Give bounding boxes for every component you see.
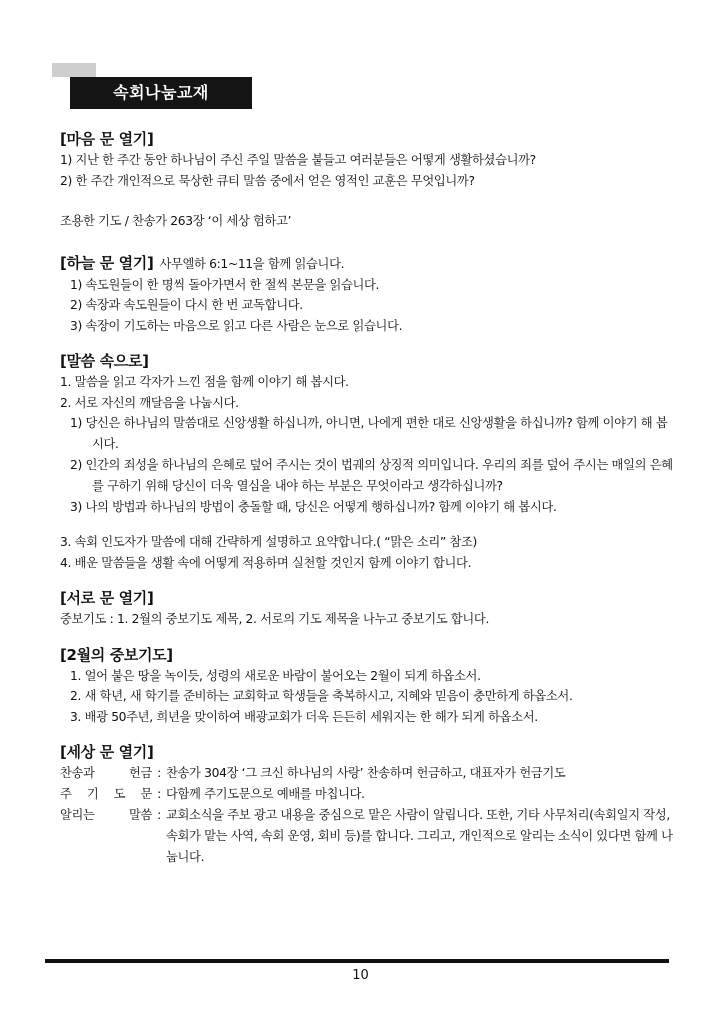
section-header-february-prayer: [2월의 중보기도] xyxy=(60,645,173,664)
prayer-line: 조용한 기도 / 찬송가 263장 ‘이 세상 험하고’ xyxy=(60,214,292,228)
discussion-question: 1) 당신은 하나님의 말씀대로 신앙생활 하십니까, 아니면, 나에게 편한 대로 신앙생활을 하십니까? 함께 이야기 해 봅시다. xyxy=(70,416,668,451)
list-item: 2) 속장과 속도원들이 다시 한 번 교독합니다. xyxy=(70,298,303,312)
intercession-line: 중보기도 : 1. 2월의 중보기도 제목, 2. 서로의 기도 제목을 나누고 중보기도 합니다. xyxy=(60,612,490,626)
section-header-each-other: [서로 문 열기] xyxy=(60,589,154,607)
notice-label: 주 기 도 문 xyxy=(60,787,152,801)
notice-text: 교회소식을 주보 광고 내용을 중심으로 맡은 사람이 알립니다. 또한, 기타 사무처리(속회일지 작성, 속회가 맡는 사역, 속회 운영, 회비 등)를 합니다. 그리고, 개인적으로 알리는 소식이 있다면 함께 나눕니다. xyxy=(166,808,673,864)
section-header-heart: [마음 문 열기] xyxy=(60,130,154,148)
section-header-heaven xyxy=(60,252,675,275)
notice-row xyxy=(60,805,675,868)
notice-label: 찬송과 헌금 xyxy=(60,766,152,780)
discussion-question: 2) 인간의 죄성을 하나님의 은혜로 덮어 주시는 것이 법궤의 상징적 의미입니다. 우리의 죄를 덮어 주시는 매일의 은혜를 구하기 위해 당신이 더욱 열심을 내야 하는 부분은 무엇이라고 생각하십니까? xyxy=(70,458,673,493)
notice-text: 찬송가 304장 ‘그 크신 하나님의 사랑’ 찬송하며 헌금하고, 대표자가 헌금기도 xyxy=(166,766,566,780)
list-item: 3. 배광 50주년, 희년을 맞이하여 배광교회가 더욱 든든히 세워지는 한 해가 되게 하옵소서. xyxy=(70,709,538,724)
list-item: 2. 새 학년, 새 학기를 준비하는 교회학교 학생들을 축복하시고, 지혜와 믿음이 충만하게 하옵소서. xyxy=(70,689,573,703)
notice-colon: : xyxy=(157,766,161,780)
list-item: 1. 얼어 붙은 땅을 녹이듯, 성령의 새로운 바람이 불어오는 2월이 되게 하옵소서. xyxy=(70,668,481,683)
list-item: 1) 속도원들이 한 명씩 돌아가면서 한 절씩 본문을 읽습니다. xyxy=(70,277,380,292)
header-tab-decoration xyxy=(52,63,96,77)
document-body xyxy=(60,128,675,868)
page-title: 속회나눔교재 xyxy=(70,77,252,109)
notice-colon: : xyxy=(157,787,161,801)
list-item: 2) 한 주간 개인적으로 묵상한 큐티 말씀 중에서 얻은 영적인 교훈은 무엇입니까? xyxy=(60,173,475,188)
notice-text: 다함께 주기도문으로 예배를 마칩니다. xyxy=(166,787,365,801)
section-header-word: [말씀 속으로] xyxy=(60,352,149,370)
page-number: 10 xyxy=(352,968,369,983)
section-header-label: [하늘 문 열기] xyxy=(60,253,154,272)
list-item: 3) 속장이 기도하는 마음으로 읽고 다른 사람은 눈으로 읽습니다. xyxy=(70,318,403,333)
notice-colon: : xyxy=(157,808,161,822)
scripture-reference: 사무엘하 6:1~11을 함께 읽습니다. xyxy=(159,256,345,271)
list-item: 2. 서로 자신의 깨달음을 나눕시다. xyxy=(60,395,239,410)
list-item: 4. 배운 말씀들을 생활 속에 어떻게 적용하며 실천할 것인지 함께 이야기 합니다. xyxy=(60,555,472,570)
list-item: 1. 말씀을 읽고 각자가 느낀 점을 함께 이야기 해 봅시다. xyxy=(60,375,349,389)
list-item: 3. 속회 인도자가 말씀에 대해 간략하게 설명하고 요약합니다.( “맑은 소리” 참조) xyxy=(60,535,477,549)
footer-divider xyxy=(45,959,669,963)
notice-row xyxy=(60,784,675,805)
notice-row xyxy=(60,763,675,784)
section-header-world: [세상 문 열기] xyxy=(60,743,154,761)
discussion-question: 3) 나의 방법과 하나님의 방법이 충돌할 때, 당신은 어떻게 행하십니까? 함께 이야기 해 봅시다. xyxy=(70,500,557,514)
notice-label: 알리는 말씀 xyxy=(60,808,152,822)
list-item: 1) 지난 한 주간 동안 하나님이 주신 주일 말씀을 붙들고 여러분들은 어떻게 생활하셨습니까? xyxy=(60,153,536,167)
